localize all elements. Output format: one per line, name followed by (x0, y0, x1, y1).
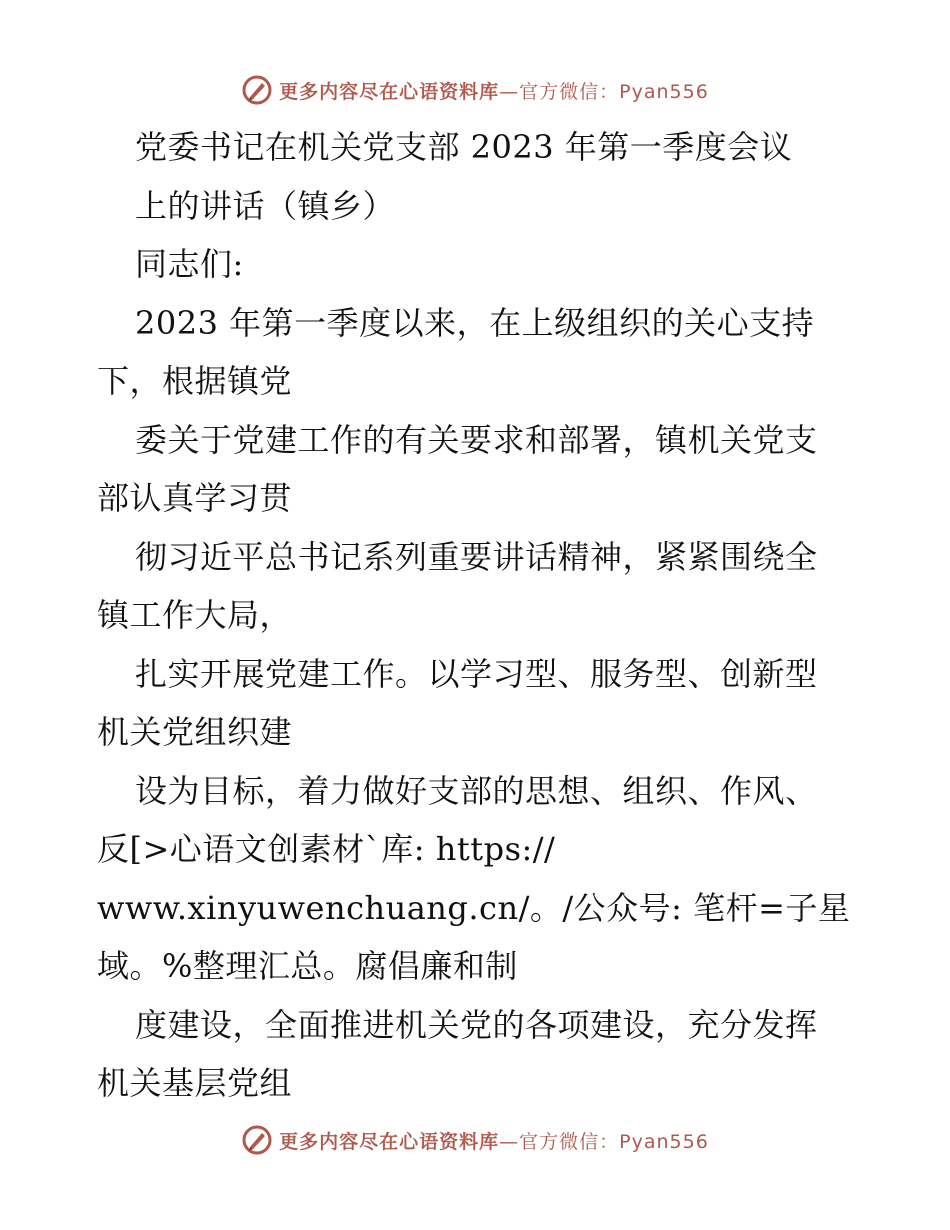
paragraph-line: 扎实开展党建工作。以学习型、服务型、创新型 (135, 654, 818, 693)
paragraph-line: 彻习近平总书记系列重要讲话精神，紧紧围绕全 (135, 537, 818, 576)
document-body (97, 118, 867, 1113)
title-line: 党委书记在机关党支部 2023 年第一季度会议 (135, 128, 793, 166)
pen-logo-icon (241, 1124, 273, 1156)
watermark-header (0, 70, 950, 110)
paragraph-line: 下，根据镇党 (97, 362, 293, 400)
watermark-text: 更多内容尽在心语资料库—官方微信：Pyan556 (279, 80, 709, 103)
salutation: 同志们: (135, 245, 244, 283)
paragraph-line: 部认真学习贯 (97, 479, 293, 517)
paragraph-line: 镇工作大局， (97, 596, 293, 634)
watermark-text: 更多内容尽在心语资料库—官方微信：Pyan556 (279, 1130, 709, 1153)
paragraph-line: www.xinyuwenchuang.cn/。/公众号: 笔杆=子星 (97, 888, 851, 927)
paragraph-line: 委关于党建工作的有关要求和部署，镇机关党支 (135, 420, 818, 459)
pen-logo-icon (241, 74, 273, 106)
paragraph-line: 域。%整理汇总。腐倡廉和制 (97, 947, 518, 985)
paragraph-line: 2023 年第一季度以来，在上级组织的关心支持 (135, 303, 815, 342)
paragraph-line: 机关党组织建 (97, 713, 293, 751)
title-line: 上的讲话（镇乡） (135, 186, 396, 225)
paragraph-line: 度建设，全面推进机关党的各项建设，充分发挥 (135, 1005, 818, 1044)
watermark-footer (0, 1120, 950, 1160)
paragraph-line: 设为目标，着力做好支部的思想、组织、作风、 (135, 771, 818, 810)
paragraph-line: 反[>心语文创素材`库: https:// (97, 830, 556, 868)
paragraph-line: 机关基层党组 (97, 1064, 293, 1102)
